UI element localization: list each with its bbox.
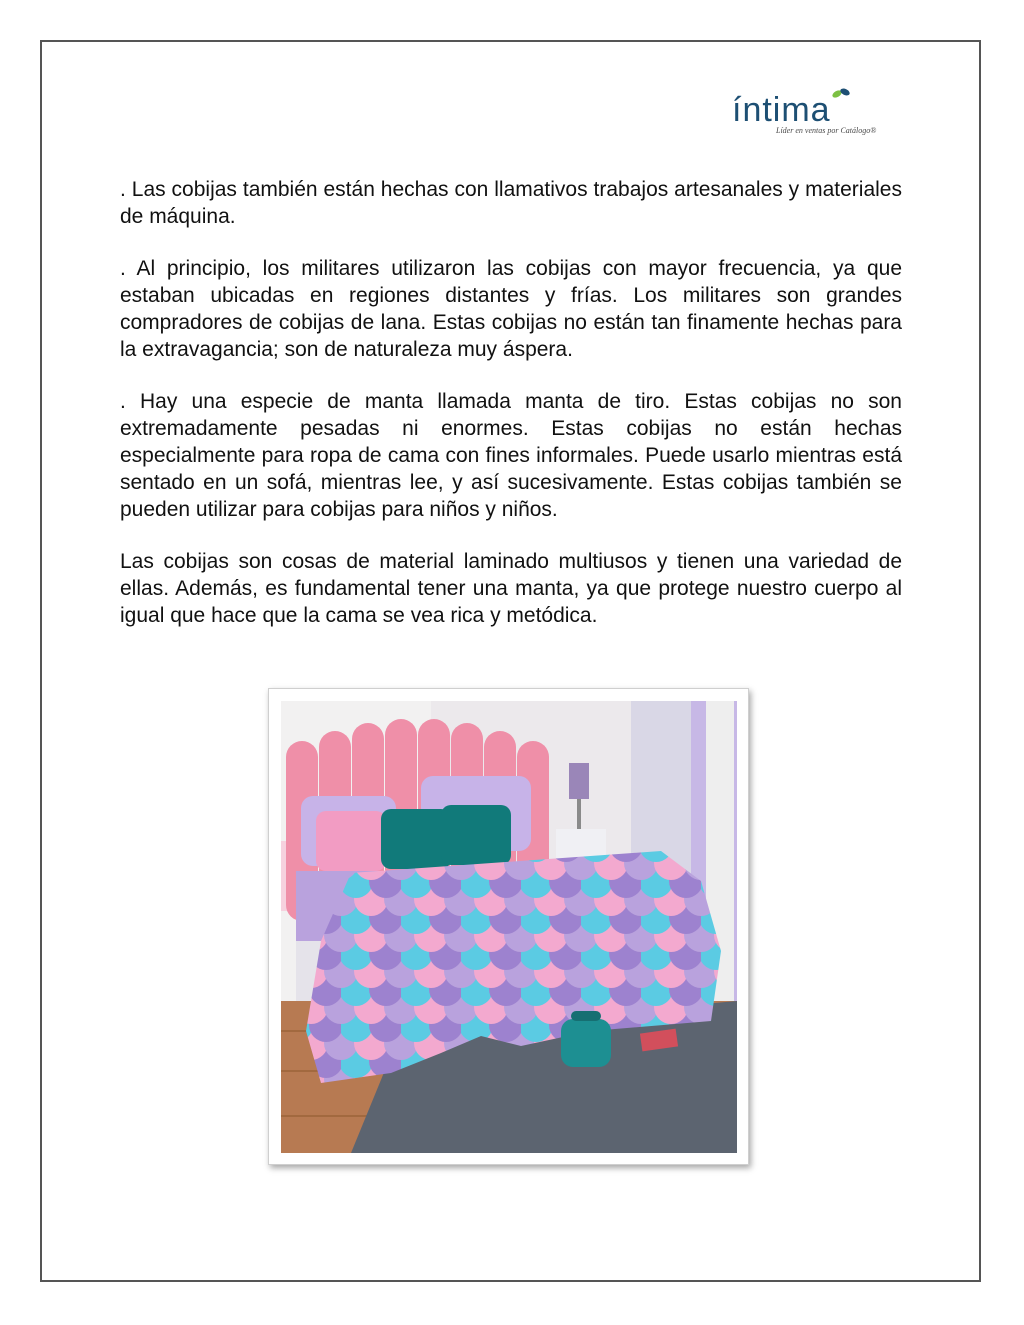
- bed-photo-frame: [268, 688, 749, 1165]
- brand-name: íntima: [732, 91, 831, 129]
- brand-tagline: Líder en ventas por Catálogo®: [776, 126, 877, 135]
- leaf-icon: [831, 86, 851, 100]
- paragraph: . Hay una especie de manta llamada manta de tiro. Estas cobijas no son extremadamente pesadas ni enormes. Estas cobijas no están hechas especialmente para ropa de cama con fines informales. Puede usarlo mientras está sentado en un sofá, mientras lee, y así sucesivamente. Estas cobijas también se pueden utilizar para cobijas para niños y niños.: [120, 390, 902, 521]
- bed-photo: [281, 701, 737, 1153]
- paragraph: . Las cobijas también están hechas con llamativos trabajos artesanales y materiales de máquina.: [120, 178, 902, 228]
- paragraph: . Al principio, los militares utilizaron las cobijas con mayor frecuencia, ya que estaban ubicadas en regiones distantes y frías. Los militares son grandes compradores de cobijas de lana. Estas cobijas no están tan finamente hechas para la extravagancia; son de naturaleza muy áspera.: [120, 257, 902, 361]
- body-text: [120, 176, 902, 654]
- paragraph: Las cobijas son cosas de material laminado multiusos y tienen una variedad de ellas. Además, es fundamental tener una manta, ya que protege nuestro cuerpo al igual que hace que la cama se vea rica y metódica.: [120, 550, 902, 627]
- brand-logo: [732, 92, 892, 140]
